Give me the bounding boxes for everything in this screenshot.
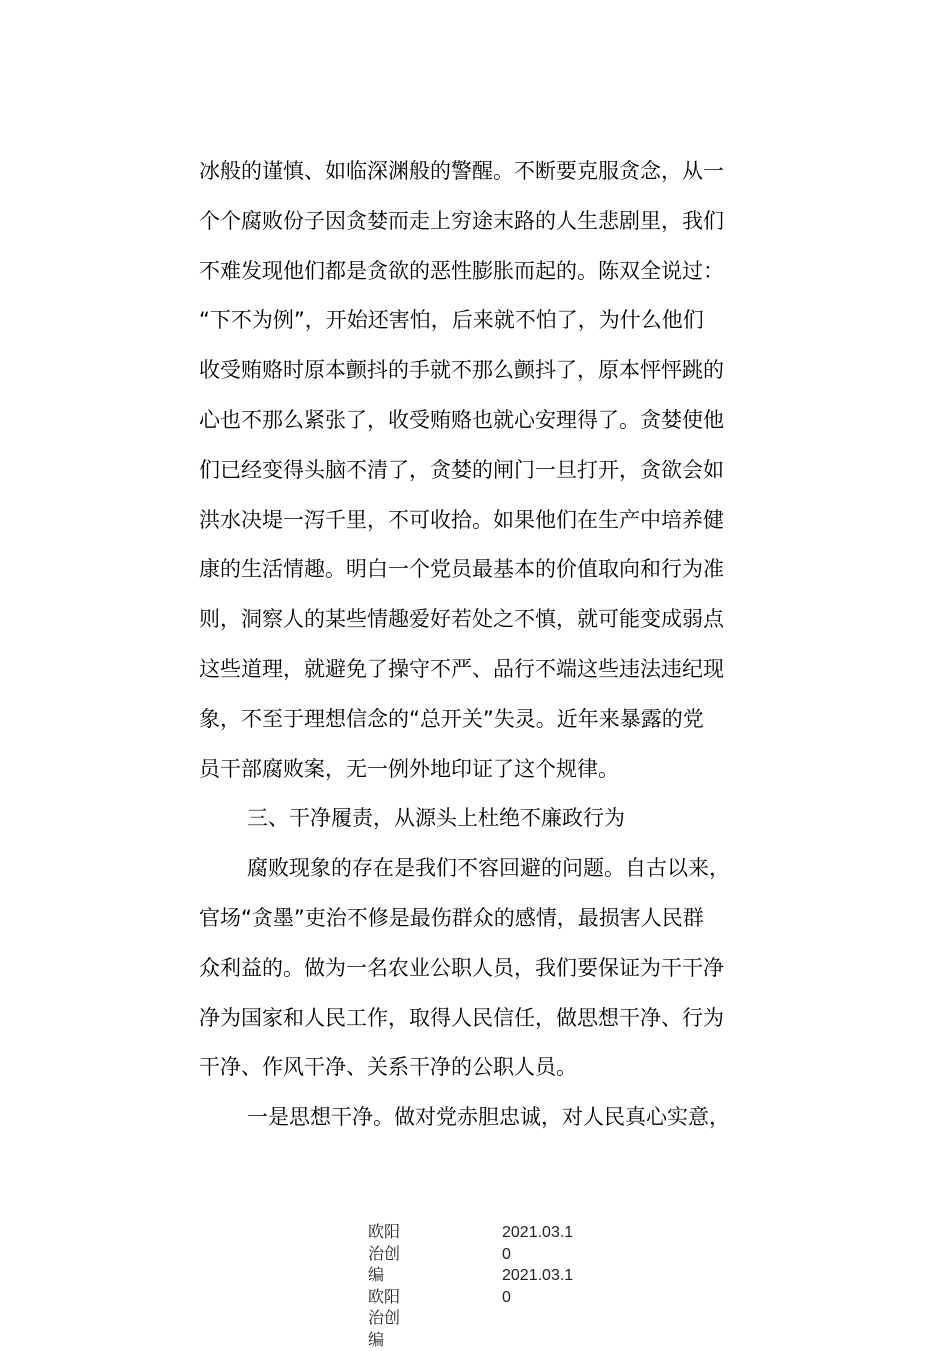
text-line: 象，不至于理想信念的“总开关”失灵。近年来暴露的党	[199, 695, 759, 745]
text-line: 洪水决堤一泻千里，不可收拾。如果他们在生产中培养健	[199, 496, 759, 546]
section-heading: 三、干净履责，从源头上杜绝不廉政行为	[199, 794, 759, 844]
body-text	[199, 147, 759, 1143]
footer-author-line: 欧阳	[368, 1287, 416, 1309]
footer-author-line: 治创	[368, 1308, 416, 1330]
text-line: 个个腐败份子因贪婪而走上穷途末路的人生悲剧里，我们	[199, 197, 759, 247]
text-line: 们已经变得头脑不清了，贪婪的闸门一旦打开，贪欲会如	[199, 446, 759, 496]
footer-date-line: 0	[502, 1244, 592, 1266]
footer-date-line: 2021.03.1	[502, 1222, 592, 1244]
text-line: “下不为例”，开始还害怕，后来就不怕了，为什么他们	[199, 296, 759, 346]
footer-date-line: 2021.03.1	[502, 1265, 592, 1287]
footer-author-line: 编	[368, 1265, 416, 1287]
footer-author-line: 编	[368, 1330, 416, 1351]
footer-author-line: 欧阳	[368, 1222, 416, 1244]
text-line: 腐败现象的存在是我们不容回避的问题。自古以来，	[199, 844, 759, 894]
text-line: 净为国家和人民工作，取得人民信任，做思想干净、行为	[199, 994, 759, 1044]
footer-author-line: 治创	[368, 1244, 416, 1266]
text-line: 这些道理，就避免了操守不严、品行不端这些违法违纪现	[199, 645, 759, 695]
text-line: 员干部腐败案，无一例外地印证了这个规律。	[199, 745, 759, 795]
text-line: 一是思想干净。做对党赤胆忠诚，对人民真心实意，	[199, 1093, 759, 1143]
footer-date-line: 0	[502, 1287, 592, 1309]
text-line: 冰般的谨慎、如临深渊般的警醒。不断要克服贪念，从一	[199, 147, 759, 197]
footer-author	[368, 1222, 416, 1351]
text-line: 不难发现他们都是贪欲的恶性膨胀而起的。陈双全说过：	[199, 247, 759, 297]
text-line: 干净、作风干净、关系干净的公职人员。	[199, 1043, 759, 1093]
text-line: 康的生活情趣。明白一个党员最基本的价值取向和行为准	[199, 545, 759, 595]
text-line: 则，洞察人的某些情趣爱好若处之不慎，就可能变成弱点	[199, 595, 759, 645]
text-line: 收受贿赂时原本颤抖的手就不那么颤抖了，原本怦怦跳的	[199, 346, 759, 396]
text-line: 心也不那么紧张了，收受贿赂也就心安理得了。贪婪使他	[199, 396, 759, 446]
text-line: 官场“贪墨”吏治不修是最伤群众的感情，最损害人民群	[199, 894, 759, 944]
footer-date	[502, 1222, 592, 1308]
text-line: 众利益的。做为一名农业公职人员，我们要保证为干干净	[199, 944, 759, 994]
